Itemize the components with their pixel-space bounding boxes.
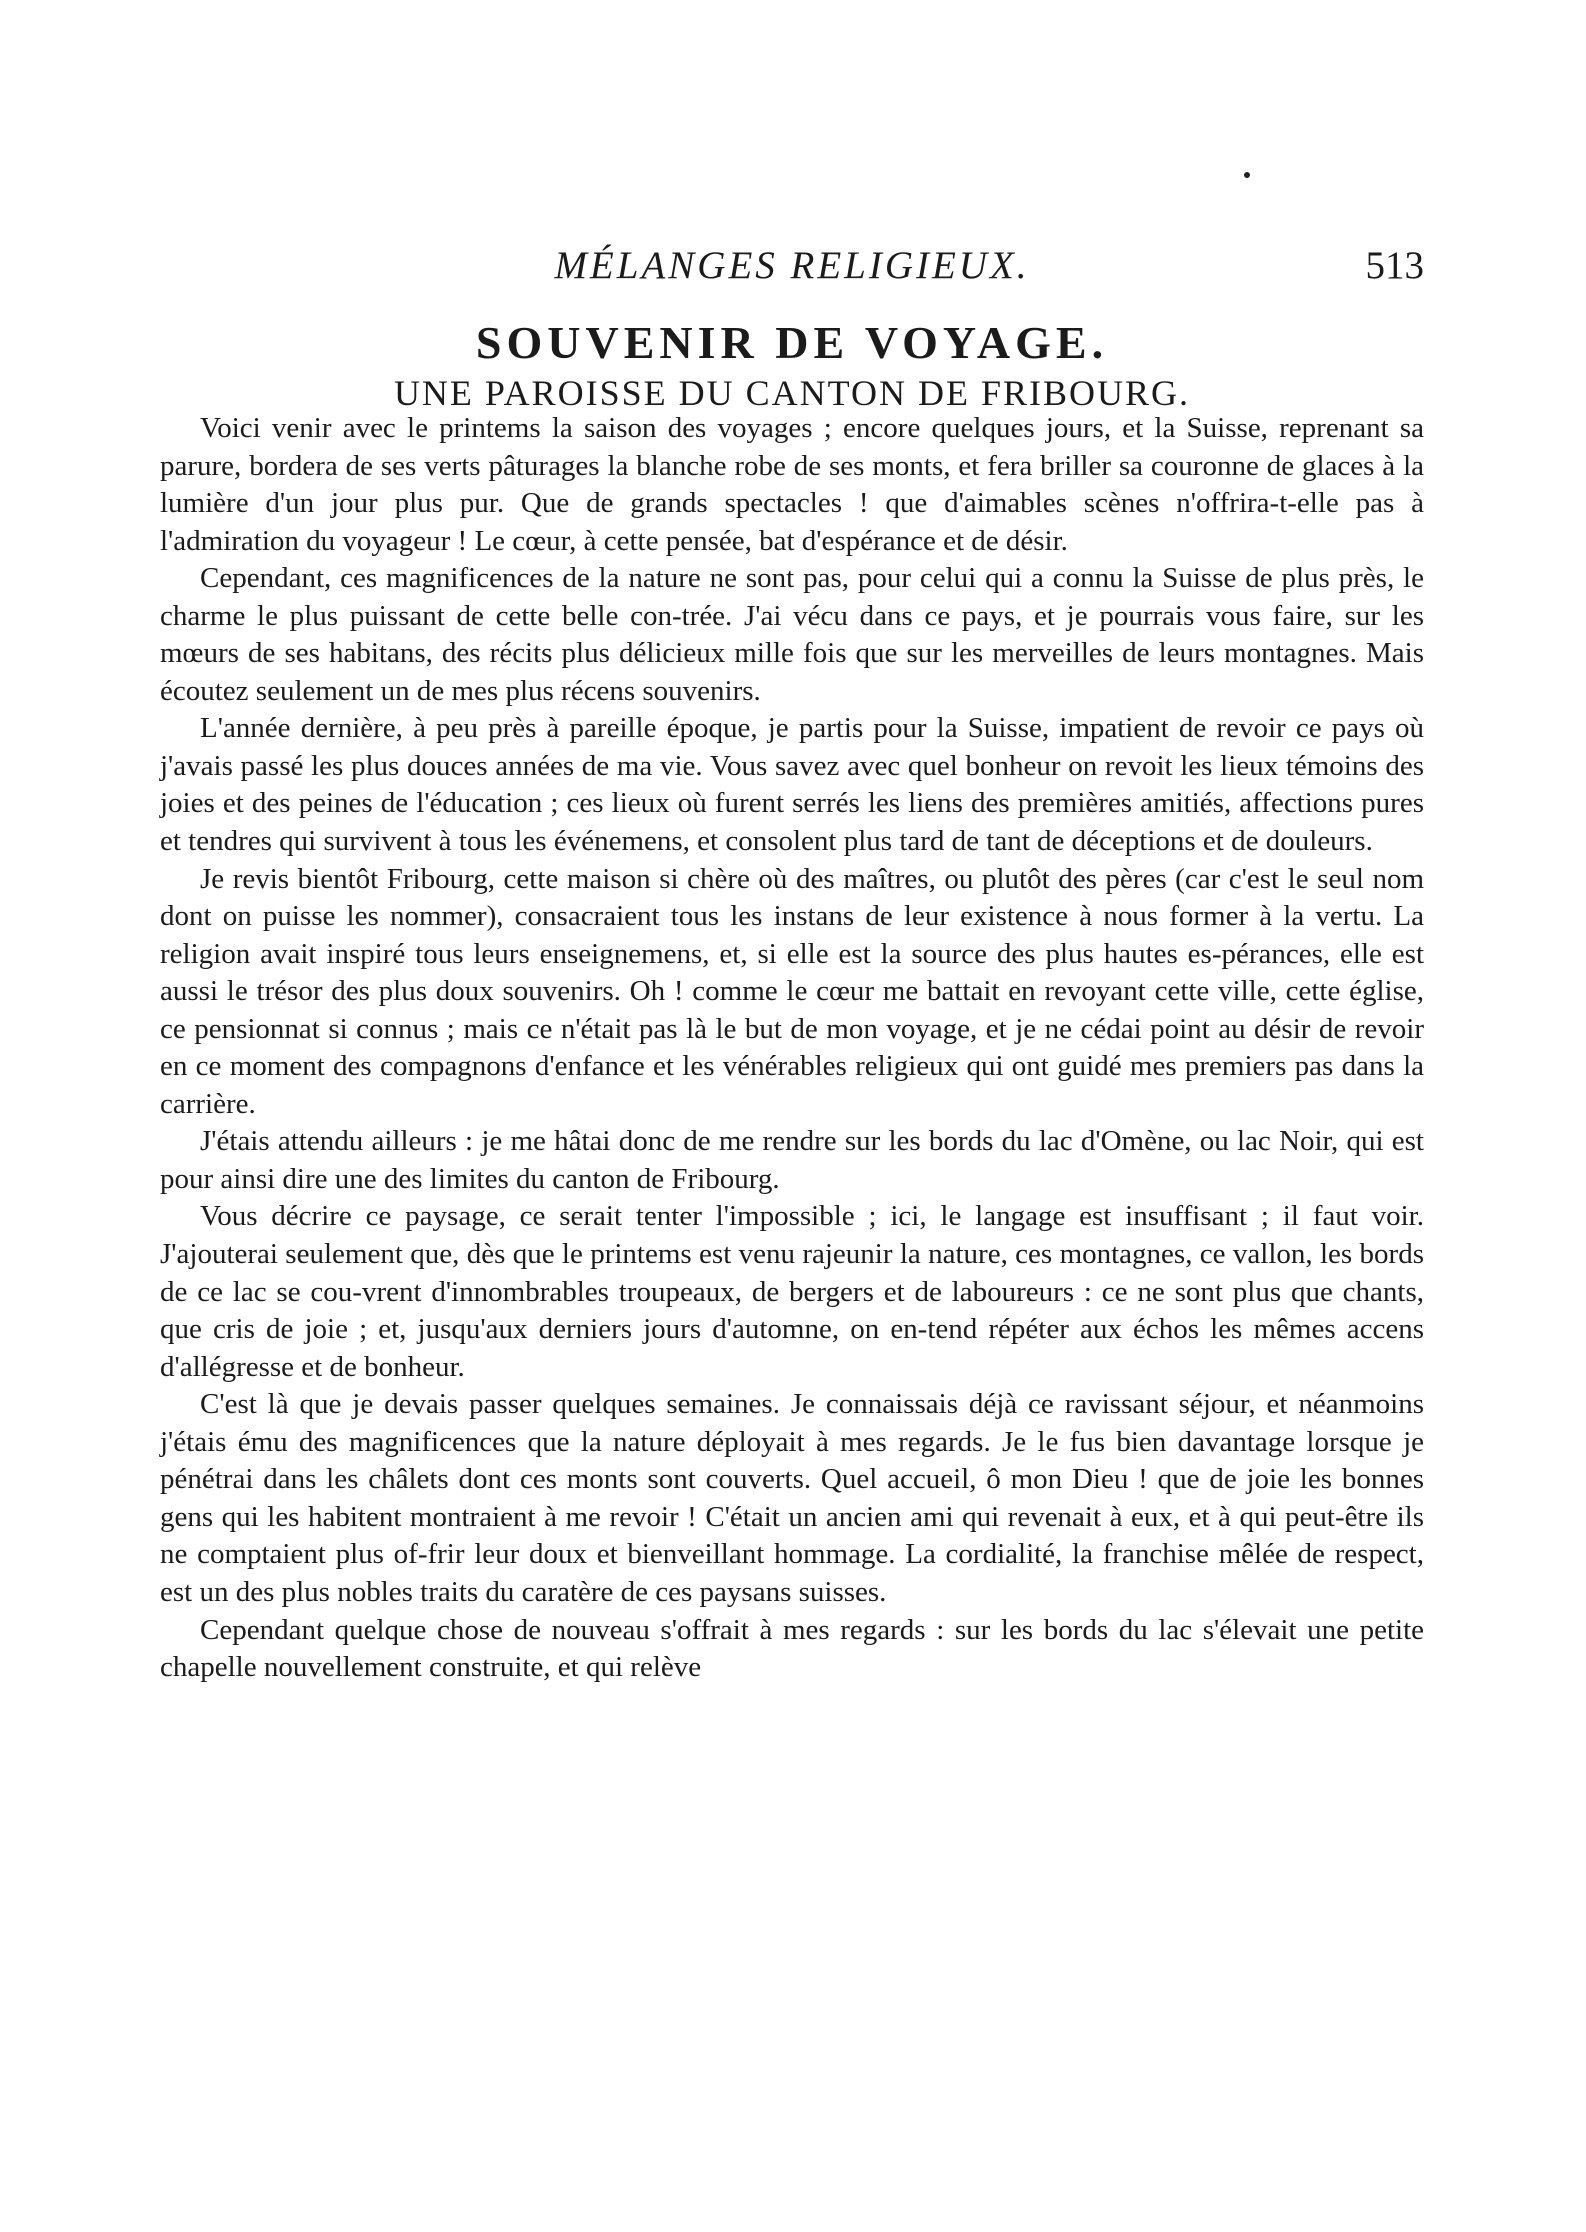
paragraph: L'année dernière, à peu près à pareille époque, je partis pour la Suisse, impatient de revoir ce pays où j'avais passé les plus douces années de ma vie. Vous savez avec quel bonheur on revoit les lieux témoins des joies et des peines de l'éducation ; ces lieux où furent serrés les liens des premières amitiés, affections pures et tendres qui survivent à tous les événemens, et consolent plus tard de tant de déceptions et de douleurs. — [160, 712, 1424, 858]
paragraph: J'étais attendu ailleurs : je me hâtai donc de me rendre sur les bords du lac d'Omène, ou lac Noir, qui est pour ainsi dire une des limites du canton de Fribourg. — [160, 1125, 1424, 1195]
paragraph: Cependant, ces magnificences de la nature ne sont pas, pour celui qui a connu la Suisse de plus près, le charme le plus puissant de cette belle con-trée. J'ai vécu dans ce pays, et je pourrais vous faire, sur les mœurs de ses habitans, des récits plus délicieux mille fois que sur les merveilles de leurs montagnes. Mais écoutez seulement un de mes plus récens souvenirs. — [160, 562, 1424, 707]
article-body — [160, 410, 1424, 1687]
running-head — [160, 243, 1424, 293]
ink-dot — [1244, 172, 1250, 178]
paragraph: Vous décrire ce paysage, ce serait tenter l'impossible ; ici, le langage est insuffisant ; il faut voir. J'ajouterai seulement que, dès que le printems est venu rajeunir la nature, ces montagnes, ce vallon, les bords de ce lac se cou-vrent d'innombrables troupeaux, de bergers et de laboureurs : ce ne sont plus que chants, que cris de joie ; et, jusqu'aux derniers jours d'automne, on en-tend répéter aux échos les mêmes accens d'allégresse et de bonheur. — [160, 1200, 1424, 1383]
paragraph: Je revis bientôt Fribourg, cette maison si chère où des maîtres, ou plutôt des pères (car c'est le seul nom dont on puisse les nommer), consacraient tous les instans de leur existence à nous former à la vertu. La religion avait inspiré tous leurs enseignemens, et, si elle est la source des plus hautes es-pérances, elle est aussi le trésor des plus doux souvenirs. Oh ! comme le cœur me battait en revoyant cette ville, cette église, ce pensionnat si connus ; mais ce n'était pas là le but de mon voyage, et je ne cédai point au désir de revoir en ce moment des compagnons d'enfance et les vénérables religieux qui ont guidé mes premiers pas dans la carrière. — [160, 862, 1424, 1120]
running-title: MÉLANGES RELIGIEUX. — [554, 244, 1030, 287]
paragraph: C'est là que je devais passer quelques semaines. Je connaissais déjà ce ravissant séjour, et néanmoins j'étais ému des magnificences que la nature déployait à mes regards. Je le fus bien davantage lorsque je pénétrai dans les châlets dont ces monts sont couverts. Quel accueil, ô mon Dieu ! que de joie les bonnes gens qui les habitent montraient à me revoir ! C'était un ancien ami qui revenait à eux, et à qui peut-être ils ne comptaient plus of-frir leur doux et bienveillant hommage. La cordialité, la franchise mêlée de respect, est un des plus nobles traits du caratère de ces paysans suisses. — [160, 1388, 1424, 1608]
paragraph: Cependant quelque chose de nouveau s'offrait à mes regards : sur les bords du lac s'élevait une petite chapelle nouvellement construite, et qui relève — [160, 1613, 1424, 1684]
article-subtitle: UNE PAROISSE DU CANTON DE FRIBOURG. — [393, 373, 1191, 413]
page-number: 513 — [1365, 244, 1424, 287]
paragraph: Voici venir avec le printems la saison des voyages ; encore quelques jours, et la Suisse, reprenant sa parure, bordera de ses verts pâturages la blanche robe de ses monts, et fera briller sa couronne de glaces à la lumière d'un jour plus pur. Que de grands spectacles ! que d'aimables scènes n'offrira-t-elle pas à l'admiration du voyageur ! Le cœur, à cette pensée, bat d'espérance et de désir. — [160, 412, 1424, 557]
article-title: SOUVENIR DE VOYAGE. — [475, 317, 1109, 368]
